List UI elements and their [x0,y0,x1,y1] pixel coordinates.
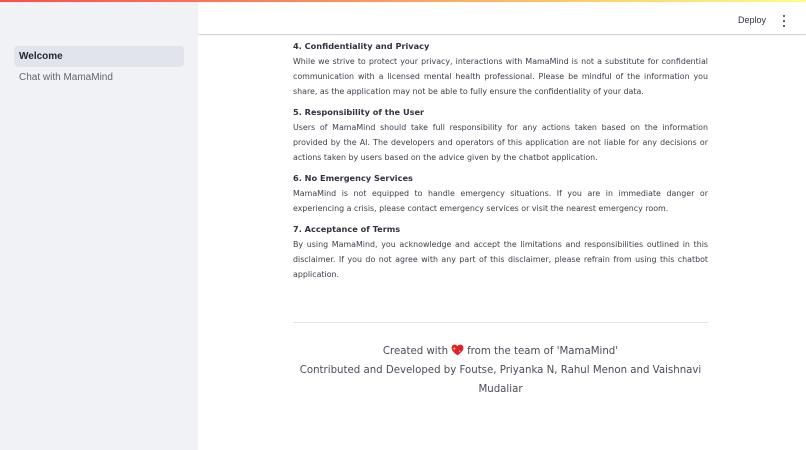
section-title: 5. Responsibility of the User [293,107,425,117]
section-body: MamaMind is not equipped to handle emergency situations. If you are in immediate danger or experiencing a crisis, please contact emergency services or visit the nearest emergency room. [293,189,708,213]
sidebar-item-chat-with-mamamind[interactable]: Chat with MamaMind [19,72,113,83]
disclaimer-section [293,106,708,165]
section-title: 7. Acceptance of Terms [293,224,401,234]
section-title: 4. Confidentiality and Privacy [293,41,430,51]
created-prefix-text: Created with [382,346,449,357]
credits-text: Contributed and Developed by Foutse, Priyanka N, Rahul Menon and Vaishnavi Mudaliar [299,365,702,395]
disclaimer-section [293,223,708,282]
section-body: By using MamaMind, you acknowledge and accept the limitations and responsibilities outlined in this disclaimer. If you do not agree with any part of this disclaimer, please refrain from using this chatbot application. [293,240,708,279]
sidebar-nav [14,46,184,88]
disclaimer-section [293,40,708,99]
sidebar [0,0,198,450]
disclaimer-content [293,40,708,289]
main-area [198,0,806,450]
app-header [198,2,806,35]
sidebar-item-welcome[interactable]: Welcome [14,46,184,67]
section-body: Users of MamaMind should take full responsibility for any actions taken based on the information provided by the AI. The developers and operators of this application are not liable for any decisions or actions taken by users based on the advice given by the chatbot application. [293,123,708,162]
section-body: While we strive to protect your privacy, interactions with MamaMind is not a substitute for confidential communication with a licensed mental health professional. Please be mindful of the information you share, as the application may not be able to fully ensure the confidentiality of your data. [293,57,708,96]
deploy-button[interactable]: Deploy [737,15,766,25]
vertical-ellipsis-icon [783,15,785,17]
credits-footer [293,342,708,399]
created-with-line [293,342,708,361]
vertical-ellipsis-icon [783,20,785,22]
disclaimer-section [293,172,708,216]
top-accent-bar [0,0,806,2]
section-title: 6. No Emergency Services [293,173,413,183]
horizontal-divider [293,322,708,323]
sparkling-heart-icon [451,344,464,356]
main-menu-button[interactable] [780,15,788,27]
created-suffix-text: from the team of 'MamaMind' [467,346,619,357]
vertical-ellipsis-icon [783,25,785,27]
